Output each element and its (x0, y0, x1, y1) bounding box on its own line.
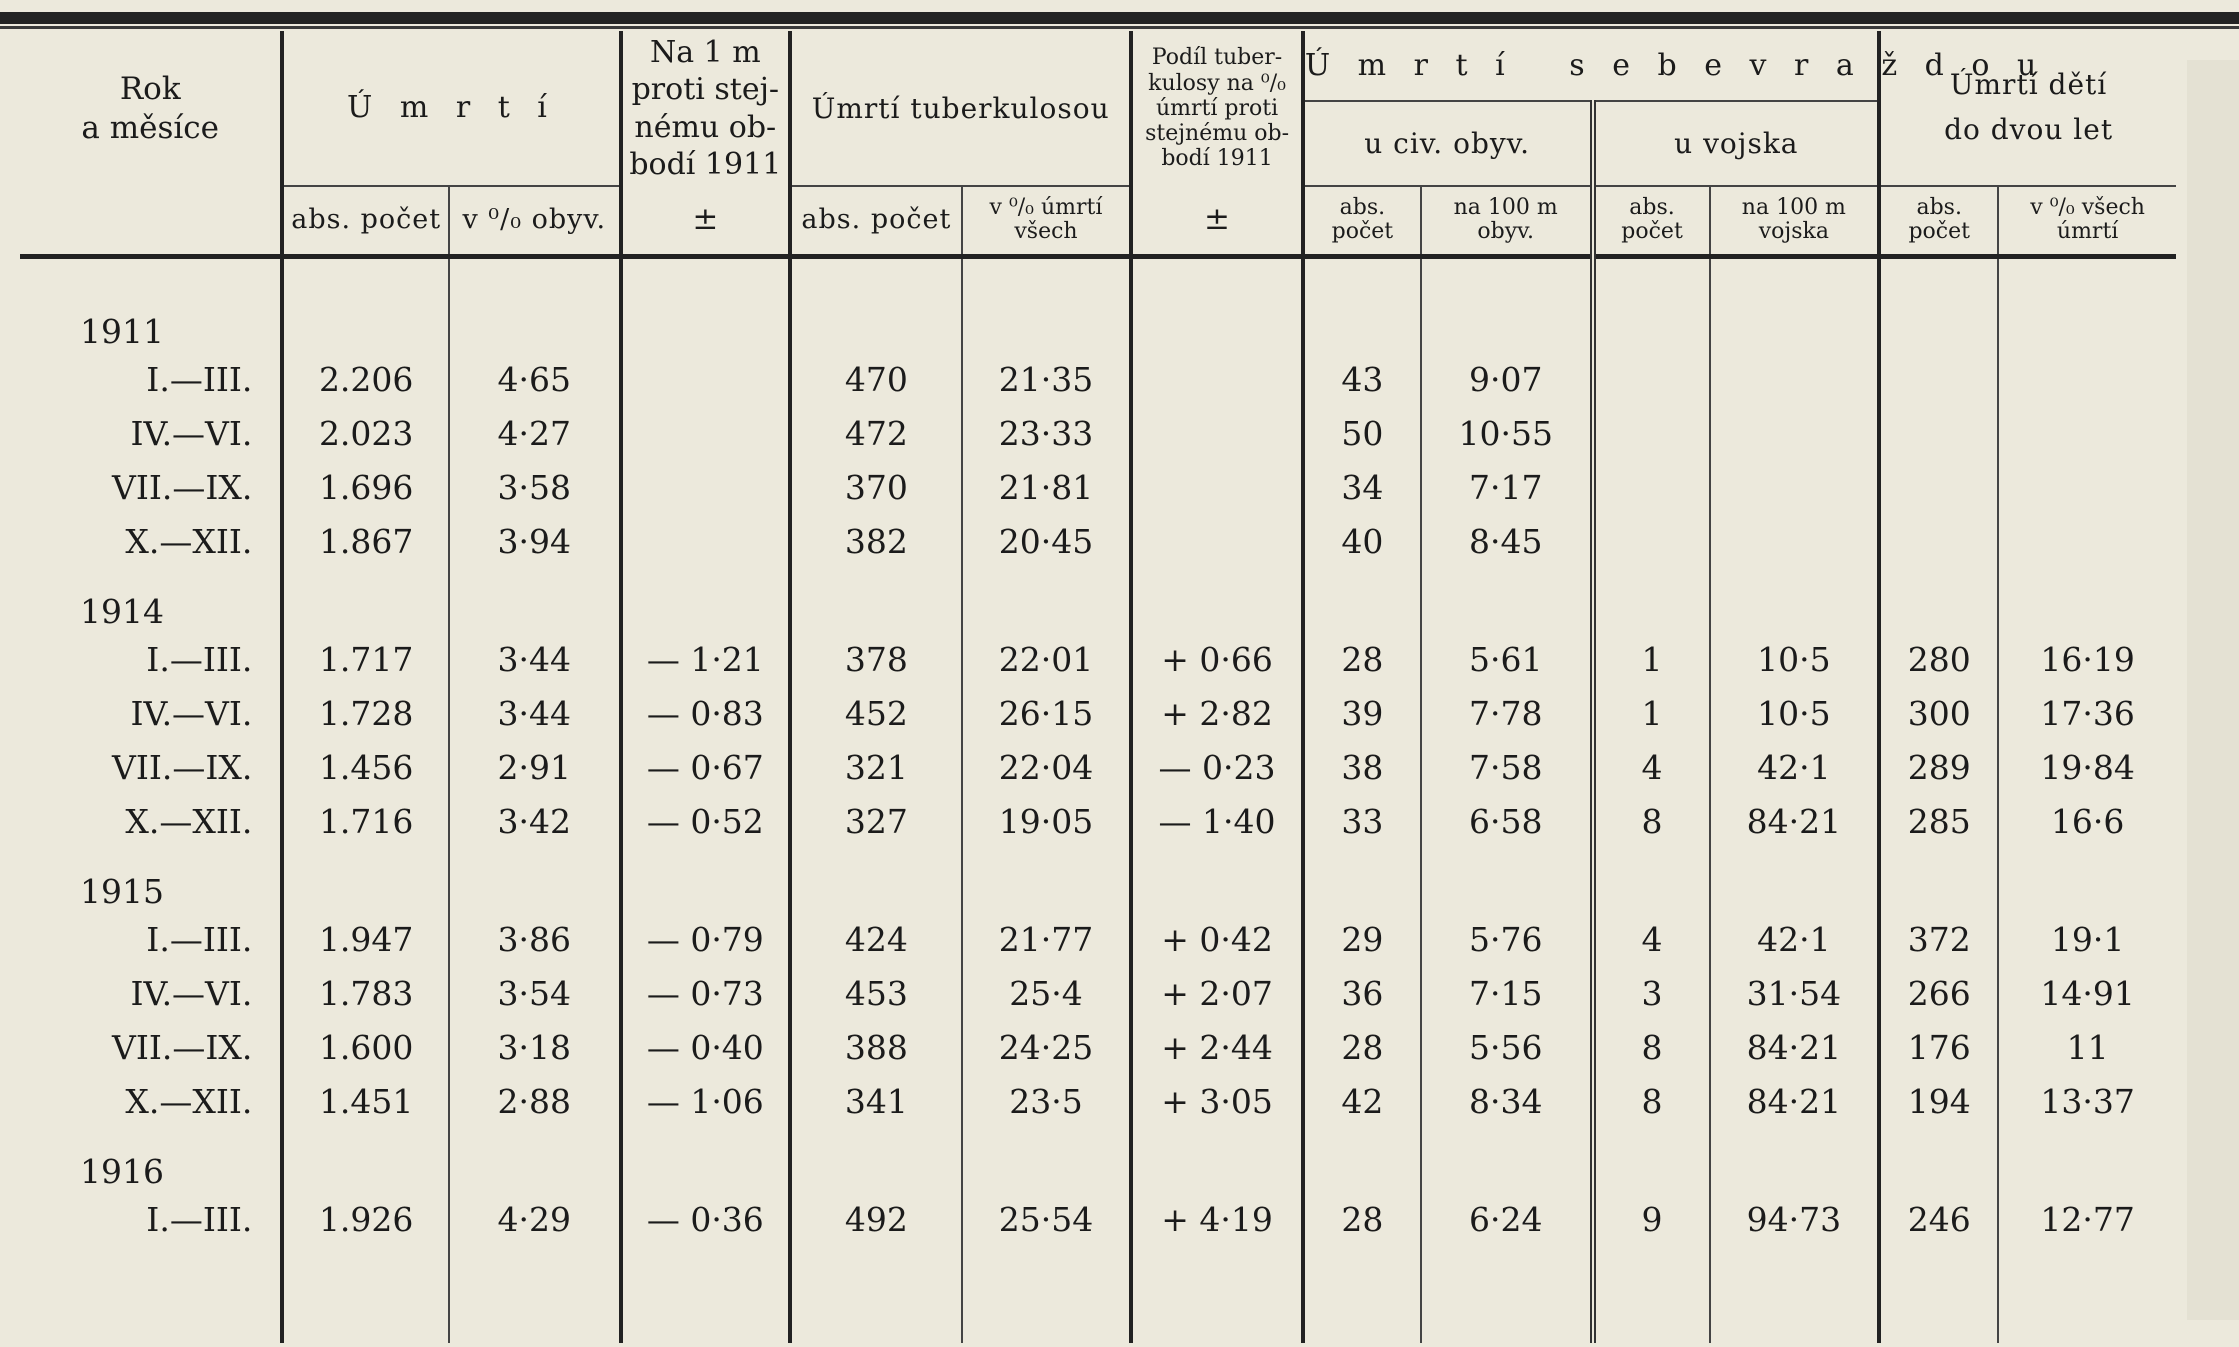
year-row-cell (1879, 1129, 1998, 1193)
year-row-cell (449, 849, 621, 913)
cell-mil-suicide-rate: 84·21 (1710, 1021, 1880, 1075)
cell-per-mille-diff: — 1·21 (621, 633, 791, 687)
cell-period: I.—III. (146, 1200, 253, 1239)
cell-per-mille-diff: — 1·06 (621, 1075, 791, 1129)
top-rule (0, 12, 2239, 24)
table-row (20, 795, 2176, 849)
year-row-cell (621, 1129, 791, 1193)
cell-mil-suicide-abs (1593, 515, 1710, 569)
year-row (20, 849, 2176, 913)
cell-child-deaths-pct: 14·91 (1998, 967, 2176, 1021)
cell-per-mille-diff: — 0·40 (621, 1021, 791, 1075)
year-row-cell (1879, 289, 1998, 353)
cell-civ-suicide-rate: 5·56 (1421, 1021, 1593, 1075)
year-row-cell (790, 289, 962, 353)
cell-mil-suicide-abs: 9 (1593, 1193, 1710, 1247)
cell-child-deaths-pct: 17·36 (1998, 687, 2176, 741)
year-row-cell (1998, 1129, 2176, 1193)
year-row-cell (1131, 289, 1303, 353)
cell-tbc-share-diff (1131, 515, 1303, 569)
header-deti: Úmrtí dětí do dvou let (1879, 31, 2176, 186)
year-row-cell (449, 289, 621, 353)
cell-civ-suicide-rate: 7·17 (1421, 461, 1593, 515)
cell-child-deaths-abs (1879, 461, 1998, 515)
end-padding-cell (1710, 1247, 1880, 1343)
cell-deaths-abs: 1.947 (282, 913, 449, 967)
cell-tbc-share-diff: + 2·07 (1131, 967, 1303, 1021)
year-row-cell (1710, 569, 1880, 633)
cell-tbc-pct: 23·5 (962, 1075, 1132, 1129)
table-row (20, 687, 2176, 741)
year-row-cell (1710, 849, 1880, 913)
cell-per-mille-diff: — 0·79 (621, 913, 791, 967)
cell-deaths-pct: 4·27 (449, 407, 621, 461)
year-row-cell (790, 849, 962, 913)
cell-mil-suicide-abs: 3 (1593, 967, 1710, 1021)
year-row-cell (1421, 289, 1593, 353)
cell-child-deaths-abs (1879, 515, 1998, 569)
spacer-row (20, 256, 2176, 289)
cell-tbc-share-diff: + 2·44 (1131, 1021, 1303, 1075)
end-padding-cell (1593, 1247, 1710, 1343)
table-row (20, 1193, 2176, 1247)
year-row (20, 289, 2176, 353)
cell-mil-suicide-abs (1593, 407, 1710, 461)
cell-mil-suicide-abs: 8 (1593, 1021, 1710, 1075)
cell-child-deaths-pct (1998, 353, 2176, 407)
end-padding-cell (1303, 1247, 1421, 1343)
cell-child-deaths-pct: 16·6 (1998, 795, 2176, 849)
cell-civ-suicide-rate: 7·58 (1421, 741, 1593, 795)
cell-child-deaths-abs: 176 (1879, 1021, 1998, 1075)
cell-tbc-abs: 327 (790, 795, 962, 849)
cell-period: X.—XII. (125, 1082, 253, 1121)
header-umrti-pct: v ⁰/₀ obyv. (449, 186, 621, 256)
cell-civ-suicide-abs: 33 (1303, 795, 1421, 849)
spacer-cell (449, 256, 621, 289)
cell-deaths-abs: 1.716 (282, 795, 449, 849)
cell-tbc-share-diff: + 0·42 (1131, 913, 1303, 967)
cell-civ-suicide-abs: 28 (1303, 633, 1421, 687)
table-row (20, 353, 2176, 407)
cell-civ-suicide-abs: 50 (1303, 407, 1421, 461)
cell-civ-suicide-abs: 40 (1303, 515, 1421, 569)
header-umrti: Ú m r t í (282, 31, 620, 186)
year-row-cell (1879, 849, 1998, 913)
cell-period: VII.—IX. (112, 1028, 253, 1067)
cell-mil-suicide-abs: 8 (1593, 1075, 1710, 1129)
cell-per-mille-diff: — 0·83 (621, 687, 791, 741)
year-row-cell (621, 849, 791, 913)
cell-deaths-abs: 1.783 (282, 967, 449, 1021)
table-row (20, 967, 2176, 1021)
cell-deaths-pct: 3·44 (449, 687, 621, 741)
cell-tbc-share-diff: + 0·66 (1131, 633, 1303, 687)
cell-tbc-share-diff: + 4·19 (1131, 1193, 1303, 1247)
cell-mil-suicide-rate: 10·5 (1710, 633, 1880, 687)
header-civ-abs: abs. počet (1303, 186, 1421, 256)
cell-mil-suicide-abs: 1 (1593, 633, 1710, 687)
cell-tbc-pct: 22·01 (962, 633, 1132, 687)
year-row-cell (1421, 849, 1593, 913)
cell-tbc-abs: 341 (790, 1075, 962, 1129)
cell-per-mille-diff (621, 407, 791, 461)
year-row-cell (282, 1129, 449, 1193)
end-padding-cell (1131, 1247, 1303, 1343)
cell-civ-suicide-abs: 34 (1303, 461, 1421, 515)
cell-child-deaths-pct: 19·84 (1998, 741, 2176, 795)
spacer-cell (1593, 256, 1710, 289)
spacer-cell (1421, 256, 1593, 289)
cell-tbc-share-diff (1131, 353, 1303, 407)
cell-deaths-abs: 1.696 (282, 461, 449, 515)
year-row-cell (1593, 289, 1710, 353)
cell-tbc-pct: 22·04 (962, 741, 1132, 795)
cell-tbc-abs: 472 (790, 407, 962, 461)
cell-per-mille-diff: — 0·67 (621, 741, 791, 795)
cell-civ-suicide-abs: 28 (1303, 1021, 1421, 1075)
cell-civ-suicide-abs: 36 (1303, 967, 1421, 1021)
cell-mil-suicide-rate (1710, 515, 1880, 569)
table-row (20, 741, 2176, 795)
table-row (20, 515, 2176, 569)
cell-tbc-pct: 20·45 (962, 515, 1132, 569)
cell-deaths-abs: 1.728 (282, 687, 449, 741)
cell-per-mille-diff: — 0·52 (621, 795, 791, 849)
cell-tbc-pct: 24·25 (962, 1021, 1132, 1075)
cell-tbc-abs: 378 (790, 633, 962, 687)
cell-civ-suicide-abs: 39 (1303, 687, 1421, 741)
cell-mil-suicide-abs: 4 (1593, 741, 1710, 795)
cell-child-deaths-abs: 266 (1879, 967, 1998, 1021)
cell-mil-suicide-rate: 42·1 (1710, 741, 1880, 795)
cell-child-deaths-abs: 372 (1879, 913, 1998, 967)
cell-period: VII.—IX. (112, 748, 253, 787)
cell-deaths-abs: 1.926 (282, 1193, 449, 1247)
cell-tbc-pct: 21·35 (962, 353, 1132, 407)
cell-tbc-share-diff: — 0·23 (1131, 741, 1303, 795)
cell-child-deaths-abs: 246 (1879, 1193, 1998, 1247)
table-row (20, 913, 2176, 967)
cell-period: IV.—VI. (130, 414, 253, 453)
year-row-cell (449, 1129, 621, 1193)
cell-tbc-pct: 21·77 (962, 913, 1132, 967)
year-row-cell (282, 849, 449, 913)
cell-civ-suicide-abs: 29 (1303, 913, 1421, 967)
end-padding-cell (962, 1247, 1132, 1343)
end-padding-cell (621, 1247, 791, 1343)
cell-tbc-abs: 370 (790, 461, 962, 515)
header-tbc-pct: v ⁰/₀ úmrtí všech (962, 186, 1132, 256)
cell-deaths-abs: 1.456 (282, 741, 449, 795)
year-row-cell (1303, 849, 1421, 913)
cell-deaths-pct: 3·18 (449, 1021, 621, 1075)
end-padding-cell (790, 1247, 962, 1343)
cell-tbc-abs: 382 (790, 515, 962, 569)
year-row-cell (1998, 569, 2176, 633)
cell-mil-suicide-rate (1710, 407, 1880, 461)
year-row (20, 569, 2176, 633)
cell-tbc-share-diff: — 1·40 (1131, 795, 1303, 849)
cell-mil-suicide-rate (1710, 461, 1880, 515)
cell-child-deaths-pct: 12·77 (1998, 1193, 2176, 1247)
cell-child-deaths-abs: 300 (1879, 687, 1998, 741)
cell-child-deaths-abs: 194 (1879, 1075, 1998, 1129)
cell-mil-suicide-rate: 84·21 (1710, 795, 1880, 849)
year-row-cell (1879, 569, 1998, 633)
year-row-cell (1593, 1129, 1710, 1193)
cell-tbc-share-diff: + 2·82 (1131, 687, 1303, 741)
cell-deaths-abs: 1.451 (282, 1075, 449, 1129)
cell-deaths-abs: 1.600 (282, 1021, 449, 1075)
cell-tbc-abs: 388 (790, 1021, 962, 1075)
table-row (20, 461, 2176, 515)
cell-child-deaths-abs: 285 (1879, 795, 1998, 849)
cell-per-mille-diff (621, 461, 791, 515)
cell-civ-suicide-rate: 9·07 (1421, 353, 1593, 407)
cell-mil-suicide-abs: 1 (1593, 687, 1710, 741)
spacer-cell (790, 256, 962, 289)
cell-mil-suicide-abs: 4 (1593, 913, 1710, 967)
cell-deaths-pct: 2·88 (449, 1075, 621, 1129)
header-podil-pm: ± (1131, 186, 1303, 256)
cell-deaths-pct: 3·58 (449, 461, 621, 515)
year-label: 1911 (80, 311, 164, 351)
cell-tbc-share-diff (1131, 461, 1303, 515)
year-row-cell (282, 569, 449, 633)
table-row (20, 407, 2176, 461)
cell-civ-suicide-rate: 6·24 (1421, 1193, 1593, 1247)
cell-mil-suicide-rate: 10·5 (1710, 687, 1880, 741)
cell-deaths-abs: 2.206 (282, 353, 449, 407)
cell-civ-suicide-abs: 38 (1303, 741, 1421, 795)
year-row-cell (1421, 1129, 1593, 1193)
cell-mil-suicide-abs (1593, 461, 1710, 515)
cell-civ-suicide-rate: 5·61 (1421, 633, 1593, 687)
cell-deaths-abs: 1.867 (282, 515, 449, 569)
spacer-cell (621, 256, 791, 289)
cell-deaths-abs: 1.717 (282, 633, 449, 687)
header-na1m-pm: ± (621, 186, 791, 256)
cell-deaths-pct: 3·44 (449, 633, 621, 687)
year-row-cell (1131, 1129, 1303, 1193)
cell-period: IV.—VI. (130, 974, 253, 1013)
spacer-cell (1998, 256, 2176, 289)
cell-tbc-pct: 26·15 (962, 687, 1132, 741)
year-row-cell (449, 569, 621, 633)
year-row-cell (1303, 569, 1421, 633)
cell-period: VII.—IX. (112, 468, 253, 507)
end-padding-cell (20, 1247, 282, 1343)
cell-child-deaths-pct: 19·1 (1998, 913, 2176, 967)
year-row-cell (962, 569, 1132, 633)
cell-civ-suicide-rate: 6·58 (1421, 795, 1593, 849)
header-podil: Podíl tuber- kulosy na ⁰/₀ úmrtí proti stejnému ob- bodí 1911 (1131, 31, 1303, 186)
year-row-cell (962, 849, 1132, 913)
header-rok: Rok a měsíce (81, 70, 220, 146)
year-row-cell (621, 569, 791, 633)
table-row (20, 1075, 2176, 1129)
cell-tbc-pct: 23·33 (962, 407, 1132, 461)
cell-mil-suicide-rate: 42·1 (1710, 913, 1880, 967)
year-row-cell (1593, 849, 1710, 913)
header-umrti-abs: abs. počet (282, 186, 449, 256)
table-header (20, 31, 2176, 256)
cell-child-deaths-abs: 289 (1879, 741, 1998, 795)
cell-mil-suicide-rate (1710, 353, 1880, 407)
cell-tbc-share-diff: + 3·05 (1131, 1075, 1303, 1129)
end-padding-cell (1421, 1247, 1593, 1343)
cell-tbc-pct: 21·81 (962, 461, 1132, 515)
cell-deaths-pct: 3·86 (449, 913, 621, 967)
statistics-table (20, 31, 2176, 1343)
cell-tbc-share-diff (1131, 407, 1303, 461)
year-row-cell (1421, 569, 1593, 633)
spacer-cell (1879, 256, 1998, 289)
cell-mil-suicide-abs: 8 (1593, 795, 1710, 849)
spacer-cell (282, 256, 449, 289)
cell-tbc-abs: 321 (790, 741, 962, 795)
cell-per-mille-diff (621, 353, 791, 407)
header-rok-sub (20, 186, 282, 256)
cell-mil-suicide-rate: 31·54 (1710, 967, 1880, 1021)
cell-period: I.—III. (146, 640, 253, 679)
cell-mil-suicide-rate: 84·21 (1710, 1075, 1880, 1129)
cell-period: IV.—VI. (130, 694, 253, 733)
spacer-cell (962, 256, 1132, 289)
cell-per-mille-diff: — 0·73 (621, 967, 791, 1021)
header-voj-abs: abs. počet (1593, 186, 1710, 256)
header-voj: u vojska (1593, 101, 1880, 186)
page-margin (2187, 60, 2239, 1320)
year-row-cell (1131, 569, 1303, 633)
year-row-cell (1593, 569, 1710, 633)
cell-civ-suicide-abs: 28 (1303, 1193, 1421, 1247)
cell-child-deaths-pct (1998, 407, 2176, 461)
cell-deaths-pct: 3·42 (449, 795, 621, 849)
cell-child-deaths-abs (1879, 407, 1998, 461)
cell-deaths-pct: 4·29 (449, 1193, 621, 1247)
cell-child-deaths-pct: 11 (1998, 1021, 2176, 1075)
cell-tbc-abs: 453 (790, 967, 962, 1021)
cell-deaths-pct: 3·94 (449, 515, 621, 569)
year-row-cell (621, 289, 791, 353)
header-na1m: Na 1 m proti stej- nému ob- bodí 1911 (621, 31, 791, 186)
spacer-cell (1131, 256, 1303, 289)
year-label: 1916 (80, 1151, 164, 1191)
cell-period: I.—III. (146, 360, 253, 399)
header-civ-rate: na 100 m obyv. (1421, 186, 1593, 256)
table-row (20, 633, 2176, 687)
year-row-cell (790, 1129, 962, 1193)
header-deti-abs: abs. počet (1879, 186, 1998, 256)
cell-civ-suicide-rate: 8·34 (1421, 1075, 1593, 1129)
year-row-cell (790, 569, 962, 633)
year-row-cell (1710, 1129, 1880, 1193)
year-row-cell (1303, 289, 1421, 353)
year-row-cell (282, 289, 449, 353)
cell-per-mille-diff (621, 515, 791, 569)
cell-deaths-pct: 3·54 (449, 967, 621, 1021)
cell-civ-suicide-rate: 5·76 (1421, 913, 1593, 967)
year-row-cell (1303, 1129, 1421, 1193)
cell-civ-suicide-rate: 10·55 (1421, 407, 1593, 461)
cell-tbc-abs: 452 (790, 687, 962, 741)
cell-tbc-abs: 470 (790, 353, 962, 407)
cell-child-deaths-abs: 280 (1879, 633, 1998, 687)
cell-civ-suicide-abs: 43 (1303, 353, 1421, 407)
year-row-cell (1131, 849, 1303, 913)
cell-civ-suicide-rate: 8·45 (1421, 515, 1593, 569)
year-row-cell (1998, 289, 2176, 353)
year-row-cell (1710, 289, 1880, 353)
cell-per-mille-diff: — 0·36 (621, 1193, 791, 1247)
year-label: 1914 (80, 591, 164, 631)
cell-civ-suicide-abs: 42 (1303, 1075, 1421, 1129)
cell-civ-suicide-rate: 7·15 (1421, 967, 1593, 1021)
cell-period: X.—XII. (125, 522, 253, 561)
year-row-cell (962, 289, 1132, 353)
cell-tbc-pct: 25·54 (962, 1193, 1132, 1247)
header-tbc-abs: abs. počet (790, 186, 962, 256)
table-body (20, 256, 2176, 1343)
cell-tbc-abs: 492 (790, 1193, 962, 1247)
cell-child-deaths-pct (1998, 461, 2176, 515)
cell-period: X.—XII. (125, 802, 253, 841)
cell-tbc-pct: 25·4 (962, 967, 1132, 1021)
cell-mil-suicide-rate: 94·73 (1710, 1193, 1880, 1247)
cell-period: I.—III. (146, 920, 253, 959)
cell-tbc-abs: 424 (790, 913, 962, 967)
end-padding-row (20, 1247, 2176, 1343)
header-tbc: Úmrtí tuberkulosou (790, 31, 1131, 186)
cell-mil-suicide-abs (1593, 353, 1710, 407)
year-row-cell (962, 1129, 1132, 1193)
top-rule-thin (0, 26, 2239, 29)
header-sebevrazdou: Ú m r t í s e b e v r a ž d o u (1303, 31, 1879, 101)
cell-child-deaths-pct: 16·19 (1998, 633, 2176, 687)
cell-tbc-pct: 19·05 (962, 795, 1132, 849)
header-civ: u civ. obyv. (1303, 101, 1593, 186)
cell-child-deaths-pct (1998, 515, 2176, 569)
year-row-cell (1998, 849, 2176, 913)
cell-child-deaths-pct: 13·37 (1998, 1075, 2176, 1129)
end-padding-cell (1879, 1247, 1998, 1343)
cell-deaths-pct: 2·91 (449, 741, 621, 795)
cell-deaths-pct: 4·65 (449, 353, 621, 407)
cell-child-deaths-abs (1879, 353, 1998, 407)
year-label: 1915 (80, 871, 164, 911)
cell-civ-suicide-rate: 7·78 (1421, 687, 1593, 741)
end-padding-cell (282, 1247, 449, 1343)
end-padding-cell (1998, 1247, 2176, 1343)
header-deti-pct: v ⁰/₀ všech úmrtí (1998, 186, 2176, 256)
table-row (20, 1021, 2176, 1075)
year-row (20, 1129, 2176, 1193)
end-padding-cell (449, 1247, 621, 1343)
spacer-cell (1710, 256, 1880, 289)
spacer-cell (1303, 256, 1421, 289)
spacer-cell (20, 256, 282, 289)
cell-deaths-abs: 2.023 (282, 407, 449, 461)
header-voj-rate: na 100 m vojska (1710, 186, 1880, 256)
